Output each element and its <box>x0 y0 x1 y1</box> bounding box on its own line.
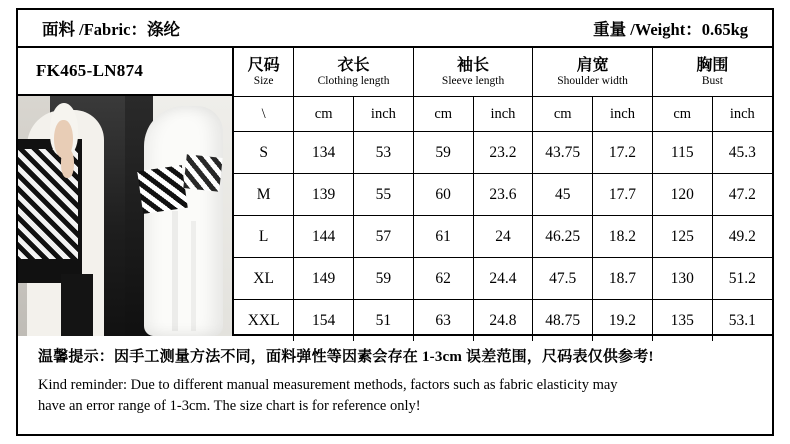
notice-en-line1: Kind reminder: Due to different manual measurement methods, factors such as fabric elasticity may <box>38 377 618 393</box>
cell-shoulder-inch: 19.2 <box>593 300 653 342</box>
cell-sleeve-inch: 24 <box>473 216 533 258</box>
cell-sleeve-cm: 62 <box>413 258 473 300</box>
unit-cell-clothing-inch: inch <box>354 97 414 132</box>
chart-frame <box>16 8 774 436</box>
cell-shoulder-inch: 17.7 <box>593 174 653 216</box>
cell-shoulder-cm: 45 <box>533 174 593 216</box>
product-photo <box>18 96 234 336</box>
cell-clothing-cm: 149 <box>294 258 354 300</box>
cell-shoulder-inch: 18.7 <box>593 258 653 300</box>
cell-bust-cm: 115 <box>652 132 712 174</box>
unit-cell-slash: \ <box>234 97 294 132</box>
cell-bust-inch: 51.2 <box>712 258 772 300</box>
unit-cell-sleeve-inch: inch <box>473 97 533 132</box>
unit-cell-shoulder-cm: cm <box>533 97 593 132</box>
unit-cell-sleeve-cm: cm <box>413 97 473 132</box>
size-table-wrap <box>234 48 772 336</box>
cell-shoulder-cm: 47.5 <box>533 258 593 300</box>
cell-clothing-cm: 139 <box>294 174 354 216</box>
row-size-label: M <box>234 174 294 216</box>
cell-sleeve-cm: 60 <box>413 174 473 216</box>
table-row <box>234 174 772 216</box>
notice-cn: 温馨提示：因手工测量方法不同，面料弹性等因素会存在 1-3cm 误差范围，尺码表仅供参考! <box>38 349 654 365</box>
cell-sleeve-inch: 23.6 <box>473 174 533 216</box>
col-header-clothing-length: 衣长 Clothing length <box>294 48 414 97</box>
table-header-row <box>234 48 772 97</box>
cell-sleeve-inch: 24.8 <box>473 300 533 342</box>
col-header-bust: 胸围 Bust <box>652 48 772 97</box>
row-size-label: XXL <box>234 300 294 342</box>
cell-clothing-inch: 53 <box>354 132 414 174</box>
table-units-row <box>234 97 772 132</box>
notice-block <box>18 336 772 434</box>
cell-bust-inch: 53.1 <box>712 300 772 342</box>
cell-bust-cm: 135 <box>652 300 712 342</box>
weight-label: 重量 /Weight：0.65kg <box>593 20 748 39</box>
cell-sleeve-cm: 61 <box>413 216 473 258</box>
cell-clothing-inch: 55 <box>354 174 414 216</box>
cell-shoulder-cm: 48.75 <box>533 300 593 342</box>
cell-clothing-cm: 144 <box>294 216 354 258</box>
col-header-shoulder-width: 肩宽 Shoulder width <box>533 48 653 97</box>
photo-right <box>125 96 232 336</box>
unit-cell-bust-inch: inch <box>712 97 772 132</box>
row-size-label: XL <box>234 258 294 300</box>
cell-clothing-cm: 154 <box>294 300 354 342</box>
cell-bust-cm: 125 <box>652 216 712 258</box>
row-size-label: S <box>234 132 294 174</box>
cell-shoulder-cm: 43.75 <box>533 132 593 174</box>
cell-sleeve-inch: 24.4 <box>473 258 533 300</box>
photo-left <box>18 96 125 336</box>
cell-clothing-inch: 59 <box>354 258 414 300</box>
cell-bust-inch: 49.2 <box>712 216 772 258</box>
unit-cell-bust-cm: cm <box>652 97 712 132</box>
col-header-sleeve-length: 袖长 Sleeve length <box>413 48 533 97</box>
cell-clothing-inch: 57 <box>354 216 414 258</box>
cell-bust-cm: 120 <box>652 174 712 216</box>
cell-sleeve-cm: 63 <box>413 300 473 342</box>
cell-shoulder-inch: 18.2 <box>593 216 653 258</box>
cell-bust-cm: 130 <box>652 258 712 300</box>
cell-clothing-inch: 51 <box>354 300 414 342</box>
header-row <box>18 10 772 48</box>
product-code: FK465-LN874 <box>18 48 234 96</box>
cell-sleeve-cm: 59 <box>413 132 473 174</box>
unit-cell-shoulder-inch: inch <box>593 97 653 132</box>
cell-bust-inch: 47.2 <box>712 174 772 216</box>
table-row <box>234 258 772 300</box>
table-row <box>234 132 772 174</box>
cell-clothing-cm: 134 <box>294 132 354 174</box>
col-header-size: 尺码 Size <box>234 48 294 97</box>
main-area <box>18 48 772 336</box>
size-table <box>234 48 772 341</box>
table-row <box>234 216 772 258</box>
cell-shoulder-inch: 17.2 <box>593 132 653 174</box>
cell-shoulder-cm: 46.25 <box>533 216 593 258</box>
unit-cell-clothing-cm: cm <box>294 97 354 132</box>
cell-sleeve-inch: 23.2 <box>473 132 533 174</box>
notice-en-line2: have an error range of 1-3cm. The size chart is for reference only! <box>38 398 421 415</box>
row-size-label: L <box>234 216 294 258</box>
fabric-label: 面料 /Fabric：涤纶 <box>42 20 180 39</box>
table-row <box>234 300 772 342</box>
cell-bust-inch: 45.3 <box>712 132 772 174</box>
